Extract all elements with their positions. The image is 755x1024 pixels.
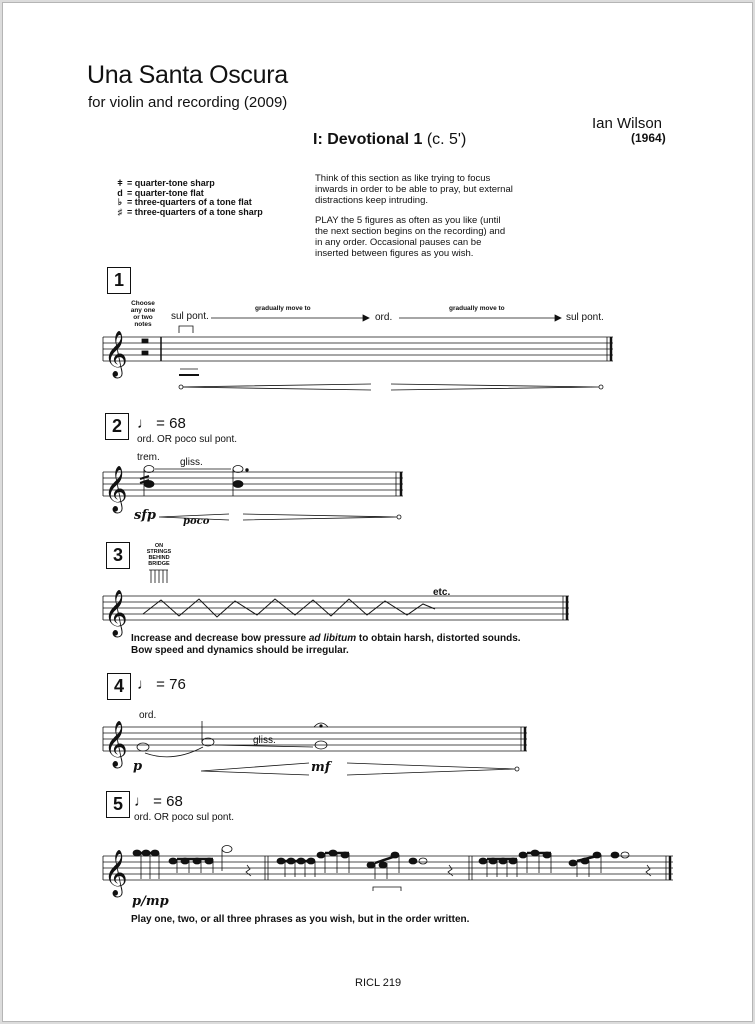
figure-4-technique: ord. [139,710,157,721]
notation-graphics [3,3,752,1021]
quarter-tone-sharp-icon: ǂ [117,178,123,188]
quarter-tone-flat-icon: d [117,187,123,198]
figure-5-number: 5 [106,791,130,818]
staff-1 [103,337,613,361]
figure-4-number: 4 [107,673,131,700]
piece-title: Una Santa Oscura [87,61,288,89]
instruction-paragraph-2: PLAY the 5 figures as often as you like (until the next section begins on the recording) and in any order. Occasional pauses can be inserted between figures as you wish. [315,215,506,259]
figure-3-notation [143,570,435,617]
figure-4-gliss: gliss. [253,735,276,746]
three-quarter-tone-sharp-icon: ♯ [117,206,123,217]
figure-2-gliss: gliss. [180,457,203,468]
staff-4 [103,727,527,751]
treble-clef-icon: 𝄞 [104,466,128,512]
score-page [2,2,753,1022]
figure-4-dynamic-p: p [133,759,143,774]
piece-subtitle: for violin and recording (2009) [88,94,288,111]
figure-5-instruction: Play one, two, or all three phrases as you wish, but in the order written. [131,914,470,925]
instruction-paragraph-1: Think of this section as like trying to focus inwards in order to be able to pray, but external distractions keep intruding. [315,173,513,206]
figure-4-tempo [137,676,186,693]
figure-1-gradually-1: gradually move to [255,305,311,312]
legend-text: = quarter-tone sharp [127,178,215,188]
instruction-text-end: to obtain harsh, distorted sounds. [358,633,521,644]
movement-duration: (c. 5') [426,131,467,148]
figure-1-gradually-2: gradually move to [449,305,505,312]
staff-3 [103,596,569,620]
three-quarter-tone-flat-icon: ♭ [117,197,123,208]
figure-2-dynamic: sfp [134,508,157,523]
instruction-italic: ad libitum [308,633,357,644]
figure-4-dynamic-mf: mf [311,760,331,775]
quarter-note-icon: ♩ [137,415,152,432]
composer-years: (1964) [631,131,666,145]
figure-3-on-strings: ON STRINGS BEHIND BRIDGE [146,543,172,567]
figure-2-technique: ord. OR poco sul pont. [137,434,238,445]
instruction-text: Increase and decrease bow pressure [131,633,307,644]
figure-1-choose-note: Choose any one or two notes [130,300,156,328]
treble-clef-icon: 𝄞 [104,721,128,767]
figure-1-notation [142,315,603,390]
figure-1-sul-pont: sul pont. [171,311,209,322]
quarter-note-icon: ♩ [137,676,152,693]
figure-5-technique: ord. OR poco sul pont. [134,812,235,823]
composer-name: Ian Wilson [592,115,663,132]
quarter-note-icon: ♩ [134,793,149,810]
treble-clef-icon: 𝄞 [104,850,128,896]
figure-2-poco: poco [183,516,210,527]
figure-3-number: 3 [106,542,130,569]
figure-3-instruction-2: Bow speed and dynamics should be irregular. [131,645,349,656]
figure-2-tempo [137,415,186,432]
treble-clef-icon: 𝄞 [104,331,128,377]
catalog-number: RICL 219 [355,977,402,989]
legend-text: = quarter-tone flat [127,187,204,198]
phrase-3 [479,850,651,877]
figure-1-sul-pont-end: sul pont. [566,312,604,323]
figure-3-etc: etc. [433,587,451,598]
figure-2-notation [140,466,401,521]
tempo-value: = 68 [153,793,183,810]
tempo-value: = 68 [156,415,186,432]
movement-name: I: Devotional 1 [313,131,423,148]
figure-5-tempo [134,793,183,810]
figure-1-ord: ord. [375,312,393,323]
figure-2-number: 2 [105,413,129,440]
figure-5-dynamic: p/mp [132,894,169,909]
figure-1-number: 1 [107,267,131,294]
legend-text: = three-quarters of a tone flat [127,197,252,208]
tempo-value: = 76 [156,676,186,693]
treble-clef-icon: 𝄞 [104,590,128,636]
legend-text: = three-quarters of a tone sharp [127,206,263,217]
figure-3-instruction-1 [131,633,521,644]
figure-2-trem: trem. [137,452,160,463]
